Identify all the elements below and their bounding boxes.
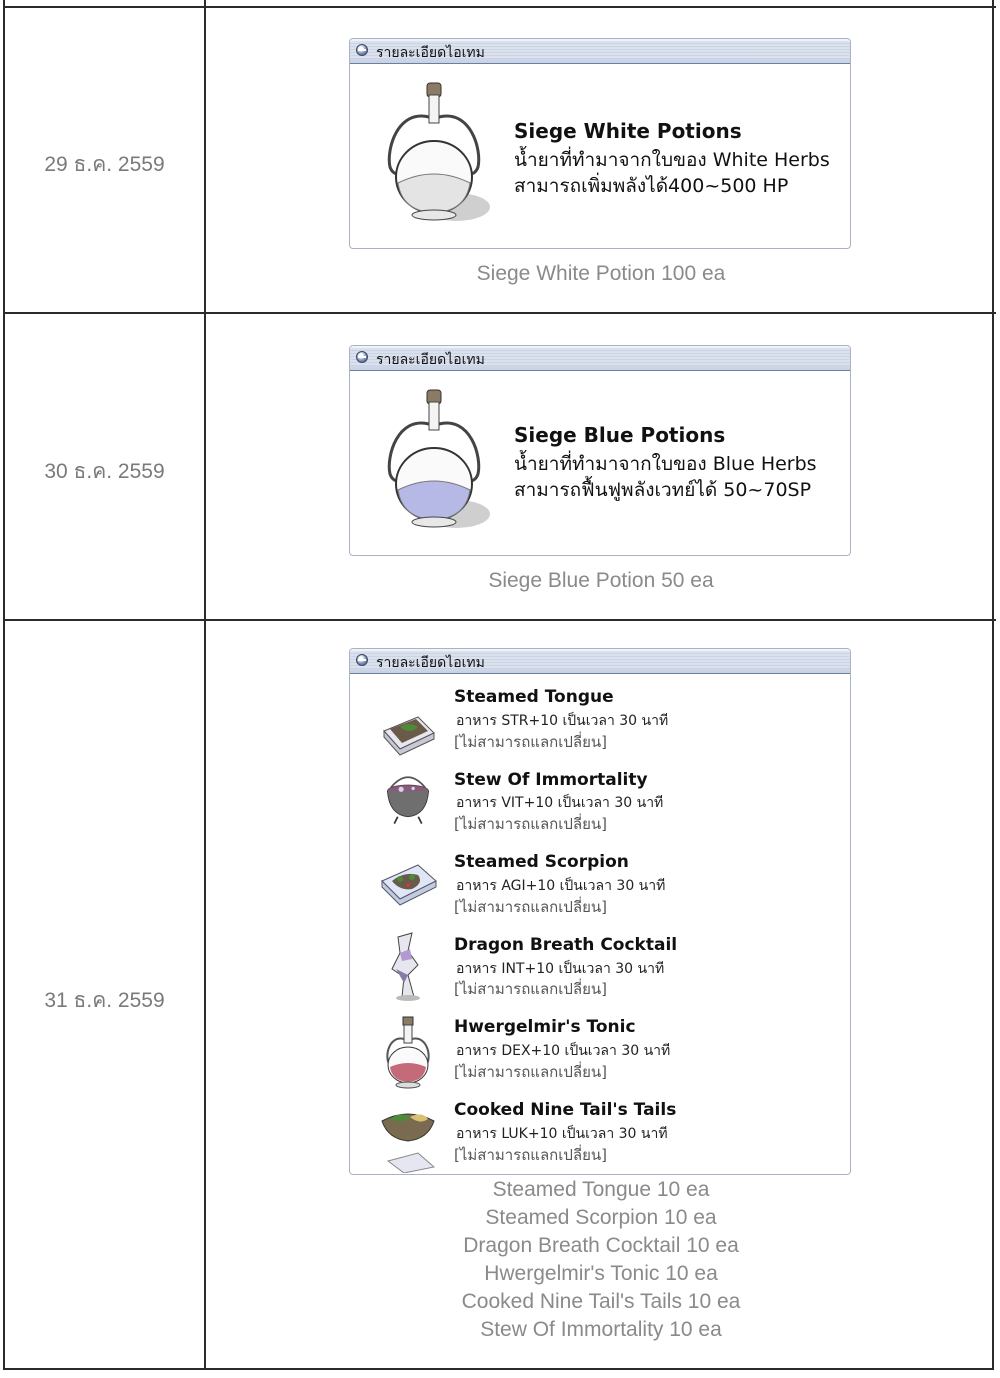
tonic-bottle-icon <box>378 1015 438 1089</box>
steamed-scorpion-icon <box>378 851 438 911</box>
reward-caption: Siege Blue Potion 50 ea <box>488 569 714 592</box>
item-detail-card <box>349 345 851 556</box>
food-name: Dragon Breath Cocktail <box>454 935 678 955</box>
rewards-table <box>3 0 994 1370</box>
item-effect: สามารถฟื้นฟูพลังเวทย์ได้ 50~70SP <box>514 479 812 501</box>
nine-tail-dish-icon <box>378 1101 438 1173</box>
reward-caption: Hwergelmir's Tonic 10 ea <box>484 1262 718 1285</box>
food-effect: อาหาร STR+10 เป็นเวลา 30 นาที <box>456 713 669 729</box>
card-title: รายละเอียดไอเทม <box>376 352 485 368</box>
blue-potion-icon <box>378 386 498 536</box>
card-title: รายละเอียดไอเทม <box>376 45 485 61</box>
food-trade-note: [ไม่สามารถแลกเปลี่ยน] <box>454 980 607 998</box>
food-effect: อาหาร VIT+10 เป็นเวลา 30 นาที <box>456 795 664 811</box>
stew-pot-icon <box>378 767 438 827</box>
card-title: รายละเอียดไอเทม <box>376 655 485 671</box>
food-trade-note: [ไม่สามารถแลกเปลี่ยน] <box>454 898 607 916</box>
item-name: Siege White Potions <box>514 119 742 143</box>
date-cell: 29 ธ.ค. 2559 <box>44 153 165 176</box>
reward-caption: Cooked Nine Tail's Tails 10 ea <box>461 1290 741 1313</box>
item-description: น้ำยาที่ทำมาจากใบของ Blue Herbs <box>514 453 817 475</box>
food-name: Steamed Tongue <box>454 687 614 707</box>
food-effect: อาหาร DEX+10 เป็นเวลา 30 นาที <box>456 1043 671 1059</box>
item-name: Siege Blue Potions <box>514 423 726 447</box>
reward-caption: Steamed Tongue 10 ea <box>492 1178 710 1201</box>
collapse-icon[interactable] <box>356 351 368 363</box>
food-name: Cooked Nine Tail's Tails <box>454 1100 677 1120</box>
item-effect: สามารถเพิ่มพลังได้400~500 HP <box>514 175 789 197</box>
food-trade-note: [ไม่สามารถแลกเปลี่ยน] <box>454 733 607 751</box>
food-effect: อาหาร INT+10 เป็นเวลา 30 นาที <box>456 961 665 977</box>
card-header <box>350 346 850 371</box>
date-cell: 31 ธ.ค. 2559 <box>44 989 165 1012</box>
collapse-icon[interactable] <box>356 44 368 56</box>
food-name: Stew Of Immortality <box>454 770 648 790</box>
reward-caption: Stew Of Immortality 10 ea <box>480 1318 722 1341</box>
food-effect: อาหาร AGI+10 เป็นเวลา 30 นาที <box>456 878 666 894</box>
item-description: น้ำยาที่ทำมาจากใบของ White Herbs <box>514 149 830 171</box>
food-effect: อาหาร LUK+10 เป็นเวลา 30 นาที <box>456 1126 668 1142</box>
reward-caption: Steamed Scorpion 10 ea <box>485 1206 717 1229</box>
reward-caption-list <box>206 1176 996 1344</box>
white-potion-icon <box>378 79 498 229</box>
item-detail-card <box>349 38 851 249</box>
column-divider <box>204 0 206 1370</box>
date-cell: 30 ธ.ค. 2559 <box>44 460 165 483</box>
row-divider <box>5 312 996 314</box>
reward-caption: Dragon Breath Cocktail 10 ea <box>463 1234 739 1257</box>
steamed-tongue-icon <box>378 697 438 757</box>
row-divider <box>5 6 996 8</box>
collapse-icon[interactable] <box>356 654 368 666</box>
dragon-cocktail-icon <box>378 931 438 1003</box>
food-trade-note: [ไม่สามารถแลกเปลี่ยน] <box>454 1063 607 1081</box>
food-trade-note: [ไม่สามารถแลกเปลี่ยน] <box>454 815 607 833</box>
food-trade-note: [ไม่สามารถแลกเปลี่ยน] <box>454 1146 607 1164</box>
card-header <box>350 39 850 64</box>
food-name: Hwergelmir's Tonic <box>454 1017 636 1037</box>
card-header <box>350 649 850 674</box>
item-detail-card <box>349 648 851 1175</box>
row-divider <box>5 619 996 621</box>
reward-caption: Siege White Potion 100 ea <box>476 262 726 285</box>
food-name: Steamed Scorpion <box>454 852 629 872</box>
